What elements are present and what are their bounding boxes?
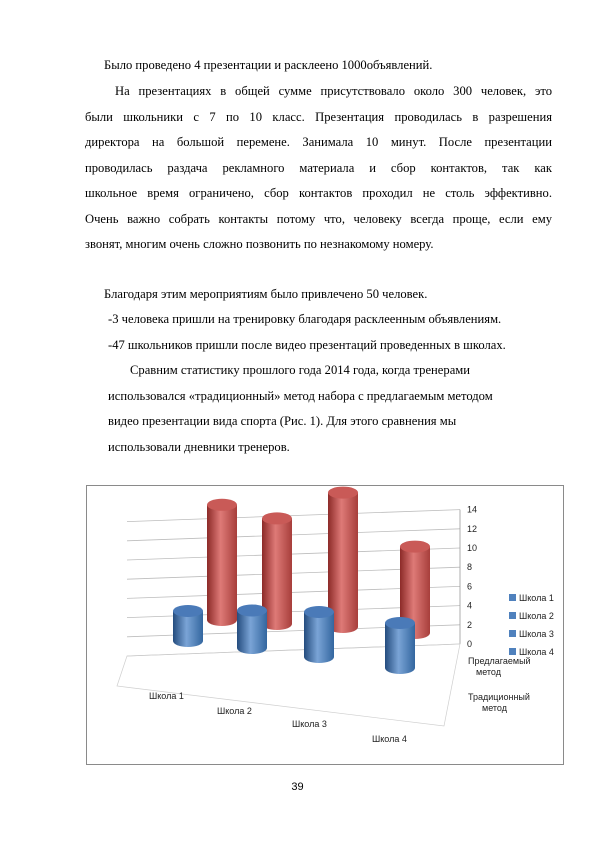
page-number: 39 — [291, 781, 304, 793]
legend-swatch — [509, 612, 516, 619]
category-label: Школа 4 — [372, 734, 407, 744]
y-tick-label: 2 — [467, 619, 473, 630]
legend-label: Школа 3 — [519, 629, 554, 639]
paragraph-presentation-details-line: Очень важно собрать контакты потому что, человеку всегда проще, если ему — [85, 211, 552, 226]
row-label: Традиционный — [468, 692, 530, 702]
paragraph-presentations-count: Было проведено 4 презентации и расклеено 1000объявлений. — [104, 58, 433, 72]
bar-proposed-school-1 — [207, 499, 237, 626]
paragraph-presentation-details-line: школьное время ограничено, сбор контактов проходил не столь эффективно. — [85, 186, 552, 200]
category-label: Школа 2 — [217, 706, 252, 716]
y-tick-label: 8 — [467, 562, 473, 573]
y-tick-label: 12 — [467, 523, 478, 534]
legend-swatch — [509, 594, 516, 601]
category-label: Школа 1 — [149, 691, 184, 701]
y-tick-label: 4 — [467, 600, 473, 611]
list-item-videos: -47 школьников пришли после видео презентаций проведенных в школах. — [108, 338, 506, 352]
legend-swatch — [509, 648, 516, 655]
row-label: метод — [476, 667, 501, 677]
paragraph-presentation-details-line: проводилась раздача рекламного материала и сбор контактов, так как — [85, 160, 552, 175]
chart-frame — [86, 485, 564, 765]
y-tick-label: 0 — [467, 639, 473, 649]
y-tick-label: 14 — [467, 504, 478, 515]
gridline — [127, 529, 460, 541]
paragraph-comparison-line: использовался «традиционный» метод набора с предлагаемым методом — [108, 388, 493, 403]
legend-swatch — [509, 630, 516, 637]
y-tick-label: 10 — [467, 543, 478, 553]
paragraph-attracted-total: Благодаря этим мероприятиям было привлечено 50 человек. — [104, 287, 428, 301]
row-label: Предлагаемый — [468, 656, 531, 666]
paragraph-presentation-details-line: звонят, многим очень сложно позвонить по незнакомому номеру. — [85, 237, 434, 251]
bar-traditional-school-4 — [385, 617, 415, 674]
gridline — [127, 510, 460, 522]
paragraph-presentation-details-line: На презентациях в общей сумме присутствовало около 300 человек, это — [115, 84, 552, 98]
school-recruitment-chart — [87, 486, 563, 764]
category-label: Школа 3 — [292, 719, 327, 729]
bar-traditional-school-2 — [237, 605, 267, 655]
legend-label: Школа 4 — [519, 647, 554, 657]
paragraph-comparison-line: использовали дневники тренеров. — [108, 439, 290, 454]
paragraph-comparison-line: Сравним статистику прошлого года 2014 года, когда тренерами — [130, 363, 470, 377]
paragraph-presentation-details-line: директора на большой перемене. Занимала 10 минут. После презентации — [85, 135, 552, 149]
paragraph-presentation-details-line: были школьники с 7 по 10 класс. Презентация проводилась в разрешения — [85, 109, 552, 124]
y-tick-label: 6 — [467, 581, 473, 592]
list-item-posters: -3 человека пришли на тренировку благодаря расклеенным объявлениям. — [108, 312, 502, 326]
bar-traditional-school-3 — [304, 606, 334, 663]
legend-label: Школа 1 — [519, 593, 554, 603]
bar-traditional-school-1 — [173, 605, 203, 647]
row-label: метод — [482, 703, 507, 713]
legend-label: Школа 2 — [519, 611, 554, 621]
paragraph-comparison-line: видео презентации вида спорта (Рис. 1). Для этого сравнения мы — [108, 414, 457, 428]
